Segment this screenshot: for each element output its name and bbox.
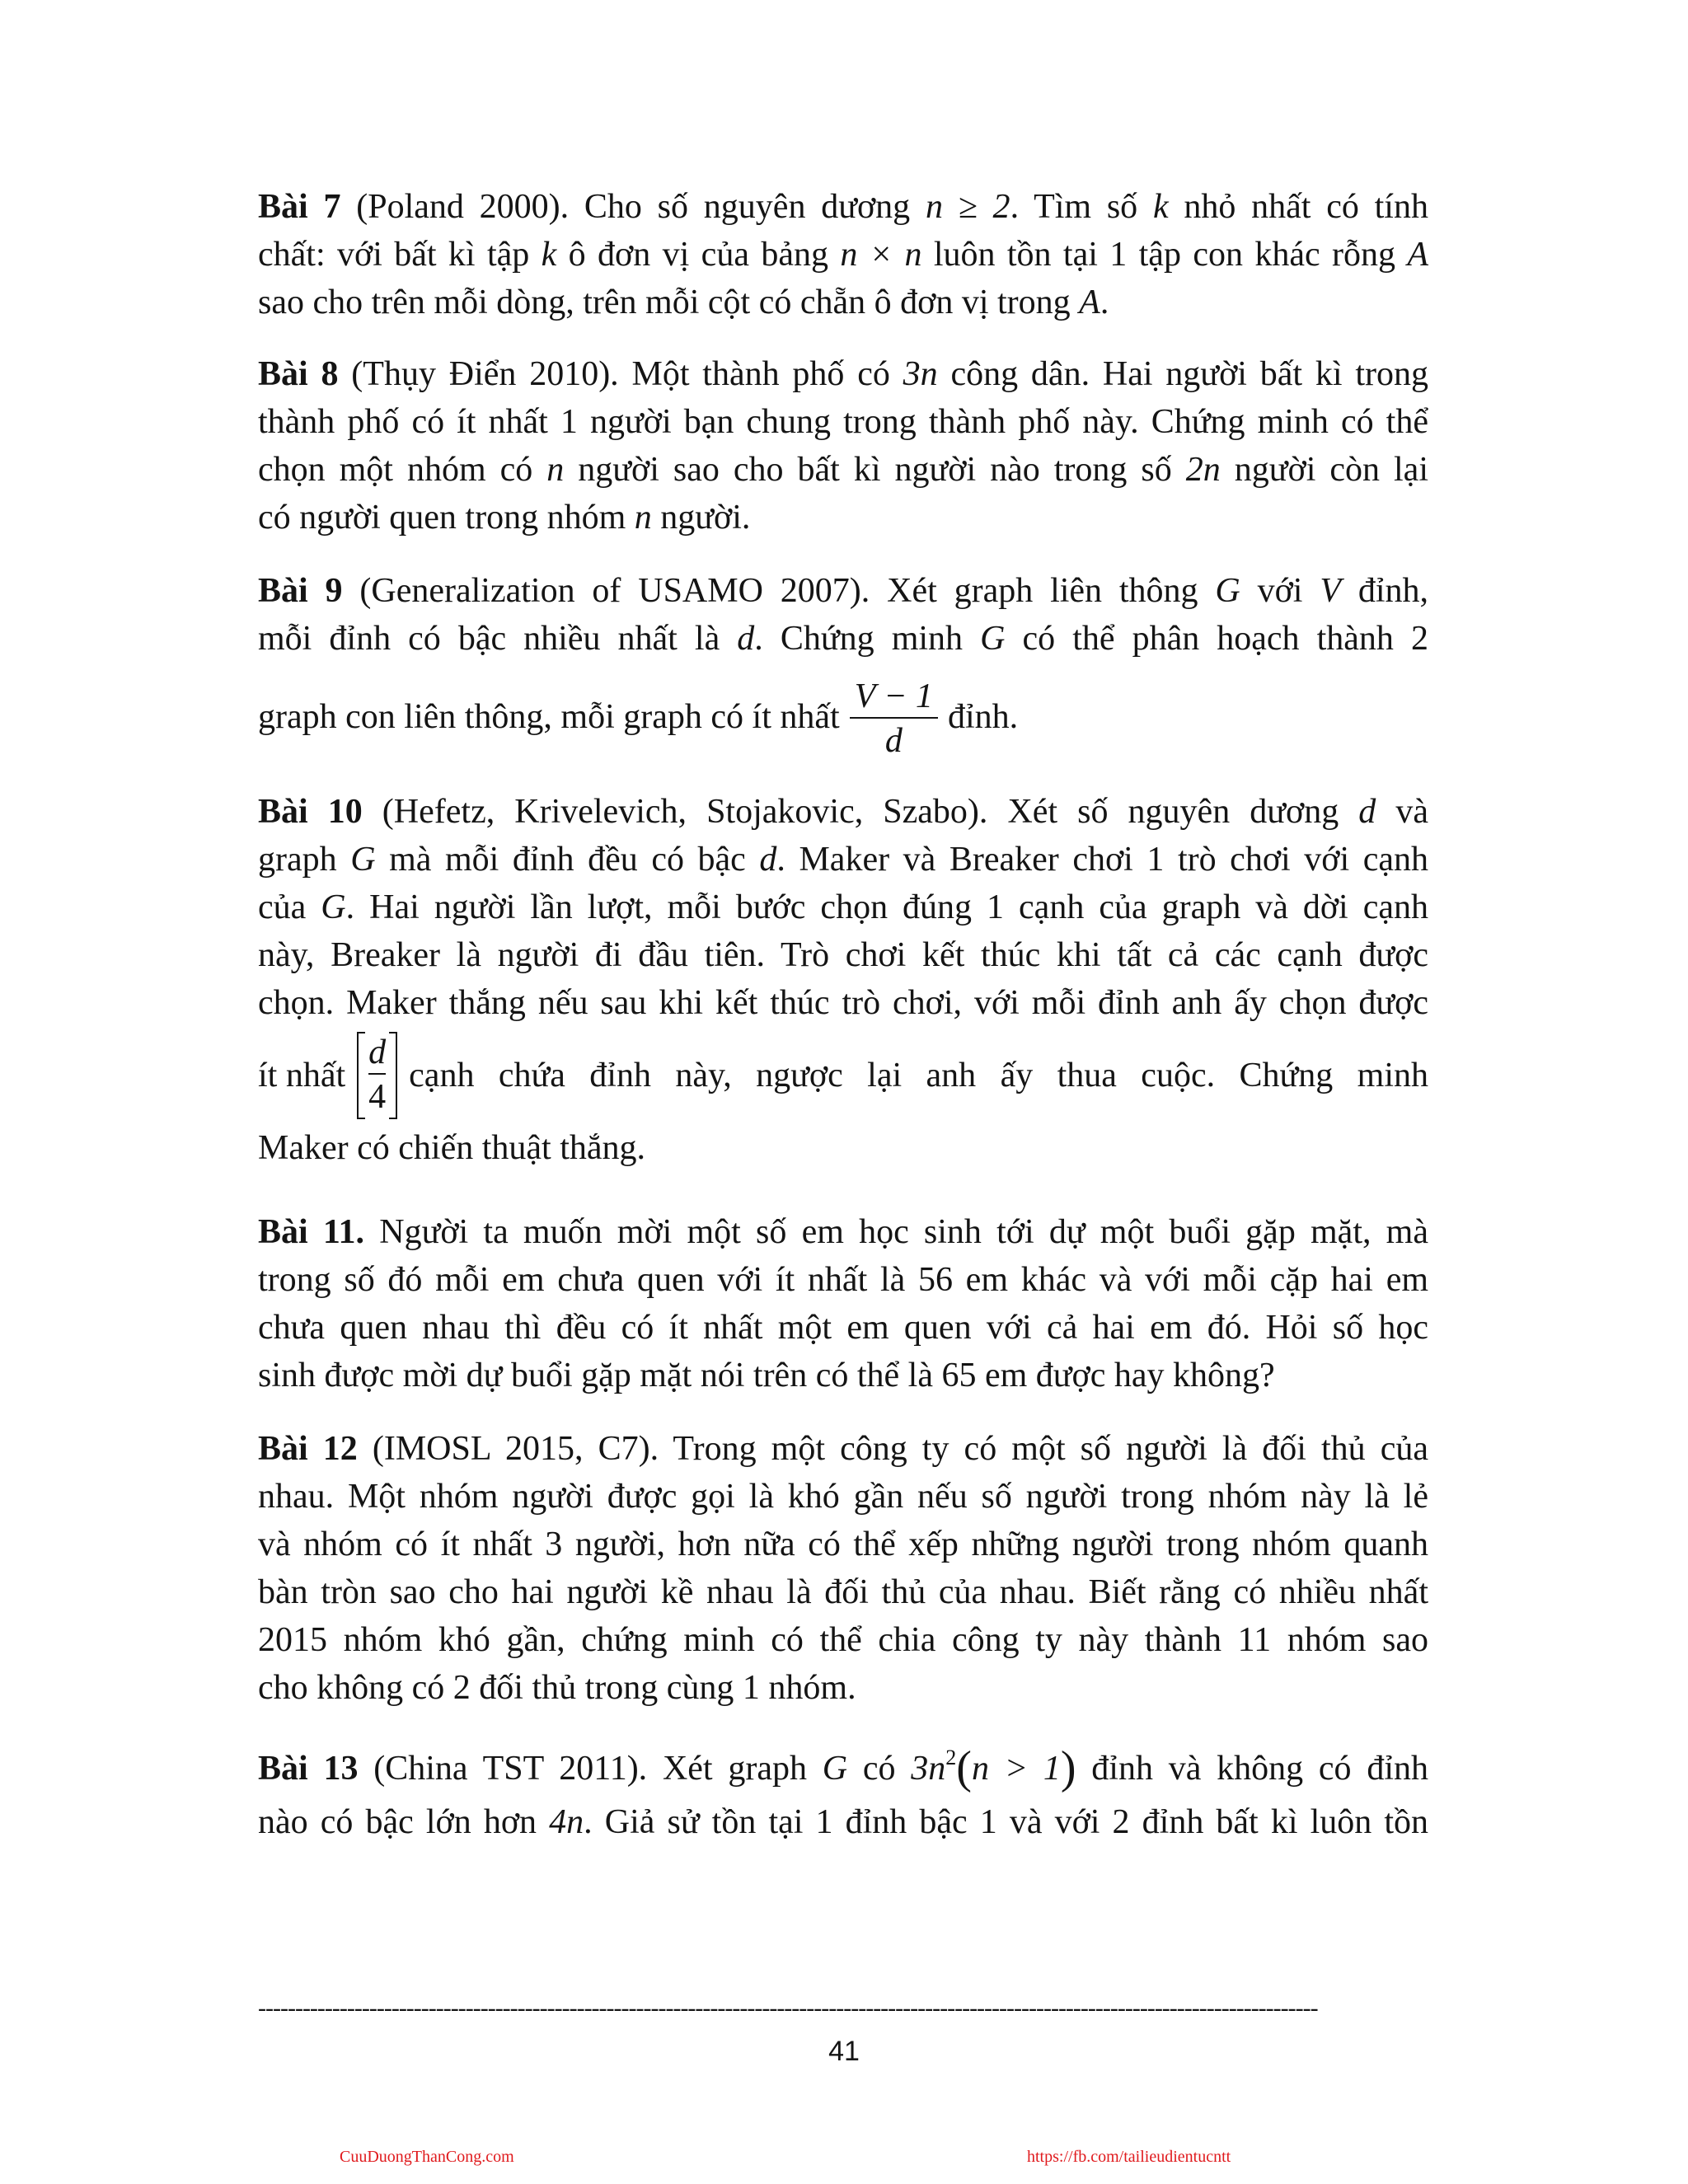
problem-label: Bài 13 [258, 1750, 359, 1788]
problem-line: Bài 11. Người ta muốn mời một số em học sinh tới dự một buổi gặp mặt, mà [258, 1213, 1428, 1251]
problem-label: Bài 9 [258, 572, 343, 610]
problem-label: Bài 11. [258, 1213, 365, 1251]
problem-line: Bài 10 (Hefetz, Krivelevich, Stojakovic, Szabo). Xét số nguyên dương d và [258, 793, 1428, 831]
problem-line: nào có bậc lớn hơn 4n. Giả sử tồn tại 1 đỉnh bậc 1 và với 2 đỉnh bất kì luôn tồn [258, 1803, 1429, 1841]
footer-link-left[interactable]: CuuDuongThanCong.com [340, 2148, 514, 2166]
problem-11 [258, 1208, 1428, 1399]
problem-line: Bài 7 (Poland 2000). Cho số nguyên dương n ≥ 2. Tìm số k nhỏ nhất có tính [258, 188, 1428, 226]
footer-separator: ----------------------------------------------------------------------------------------------------------------------------------------------- [258, 1994, 1318, 2022]
problem-line: Bài 13 (China TST 2011). Xét graph G có $3n^2(n > 1)$ đỉnh và không có đỉnh [258, 1742, 1428, 1793]
footer-link-right[interactable]: https://fb.com/tailieudientucntt [1027, 2148, 1231, 2166]
problem-line: này, Breaker là người đi đầu tiên. Trò chơi kết thúc khi tất cả các cạnh được [258, 936, 1428, 974]
problem-line: chọn. Maker thắng nếu sau khi kết thúc trò chơi, với mỗi đỉnh anh ấy chọn được [258, 984, 1428, 1022]
problem-line: graph G mà mỗi đỉnh đều có bậc d. Maker và Breaker chơi 1 trò chơi với cạnh [258, 841, 1428, 879]
problem-line: chọn một nhóm có n người sao cho bất kì người nào trong số 2n người còn lại [258, 451, 1428, 489]
problem-line: có người quen trong nhóm n người. [258, 499, 751, 537]
problem-13 [258, 1741, 1428, 1849]
problem-label: Bài 10 [258, 793, 363, 831]
problem-line: Bài 8 (Thụy Điển 2010). Một thành phố có 3n công dân. Hai người bất kì trong [258, 355, 1428, 393]
problem-line: sinh được mời dự buổi gặp mặt nói trên có thể là 65 em được hay không? [258, 1357, 1275, 1394]
problem-9 [258, 567, 1428, 766]
problem-7 [258, 183, 1428, 326]
problem-line: của G. Hai người lần lượt, mỗi bước chọn đúng 1 cạnh của graph và dời cạnh [258, 888, 1428, 926]
problem-line: mỗi đỉnh có bậc nhiều nhất là d. Chứng minh G có thể phân hoạch thành 2 [258, 620, 1428, 658]
problem-line: bàn tròn sao cho hai người kề nhau là đối thủ của nhau. Biết rằng có nhiều nhất [258, 1573, 1428, 1611]
problem-line: nhau. Một nhóm người được gọi là khó gần nếu số người trong nhóm này là lẻ [258, 1478, 1428, 1516]
close-paren: ) [1060, 1742, 1076, 1793]
problem-label: Bài 7 [258, 188, 341, 226]
problem-line: graph con liên thông, mỗi graph có ít nhất $\frac{V - 1}{d}$ đỉnh. [258, 668, 1428, 766]
problem-label: Bài 8 [258, 355, 339, 393]
problem-line: ít nhất $\frac{d}{4}$ cạnh chứa đỉnh này, ngược lại anh ấy thua cuộc. Chứng minh [258, 1027, 1428, 1124]
problem-line: thành phố có ít nhất 1 người bạn chung trong thành phố này. Chứng minh có thể [258, 403, 1428, 441]
problem-line: chất: với bất kì tập k ô đơn vị của bảng n × n luôn tồn tại 1 tập con khác rỗng A [258, 236, 1428, 274]
page-number: 41 [828, 2036, 860, 2067]
problem-line: cho không có 2 đối thủ trong cùng 1 nhóm. [258, 1669, 856, 1707]
problem-line: sao cho trên mỗi dòng, trên mỗi cột có chẵn ô đơn vị trong A. [258, 284, 1109, 321]
problem-line: Bài 12 (IMOSL 2015, C7). Trong một công ty có một số người là đối thủ của [258, 1430, 1428, 1468]
problem-line: trong số đó mỗi em chưa quen với ít nhất là 56 em khác và với mỗi cặp hai em [258, 1261, 1428, 1299]
problem-line: chưa quen nhau thì đều có ít nhất một em quen với cả hai em đó. Hỏi số học [258, 1309, 1428, 1347]
problem-line: và nhóm có ít nhất 3 người, hơn nữa có thể xếp những người trong nhóm quanh [258, 1526, 1428, 1563]
problem-line: Maker có chiến thuật thắng. [258, 1129, 645, 1167]
open-paren: ( [956, 1742, 972, 1793]
problem-label: Bài 12 [258, 1430, 358, 1468]
problem-line: 2015 nhóm khó gần, chứng minh có thể chia công ty này thành 11 nhóm sao [258, 1621, 1428, 1659]
problem-10 [258, 788, 1428, 1172]
problem-12 [258, 1425, 1428, 1712]
problem-8 [258, 350, 1428, 541]
fraction: $\frac{V - 1}{d}$ [850, 676, 938, 763]
ceiling-bracket: $\frac{d}{4}$ [357, 1032, 397, 1119]
problem-line: Bài 9 (Generalization of USAMO 2007). Xét graph liên thông G với V đỉnh, [258, 572, 1428, 610]
